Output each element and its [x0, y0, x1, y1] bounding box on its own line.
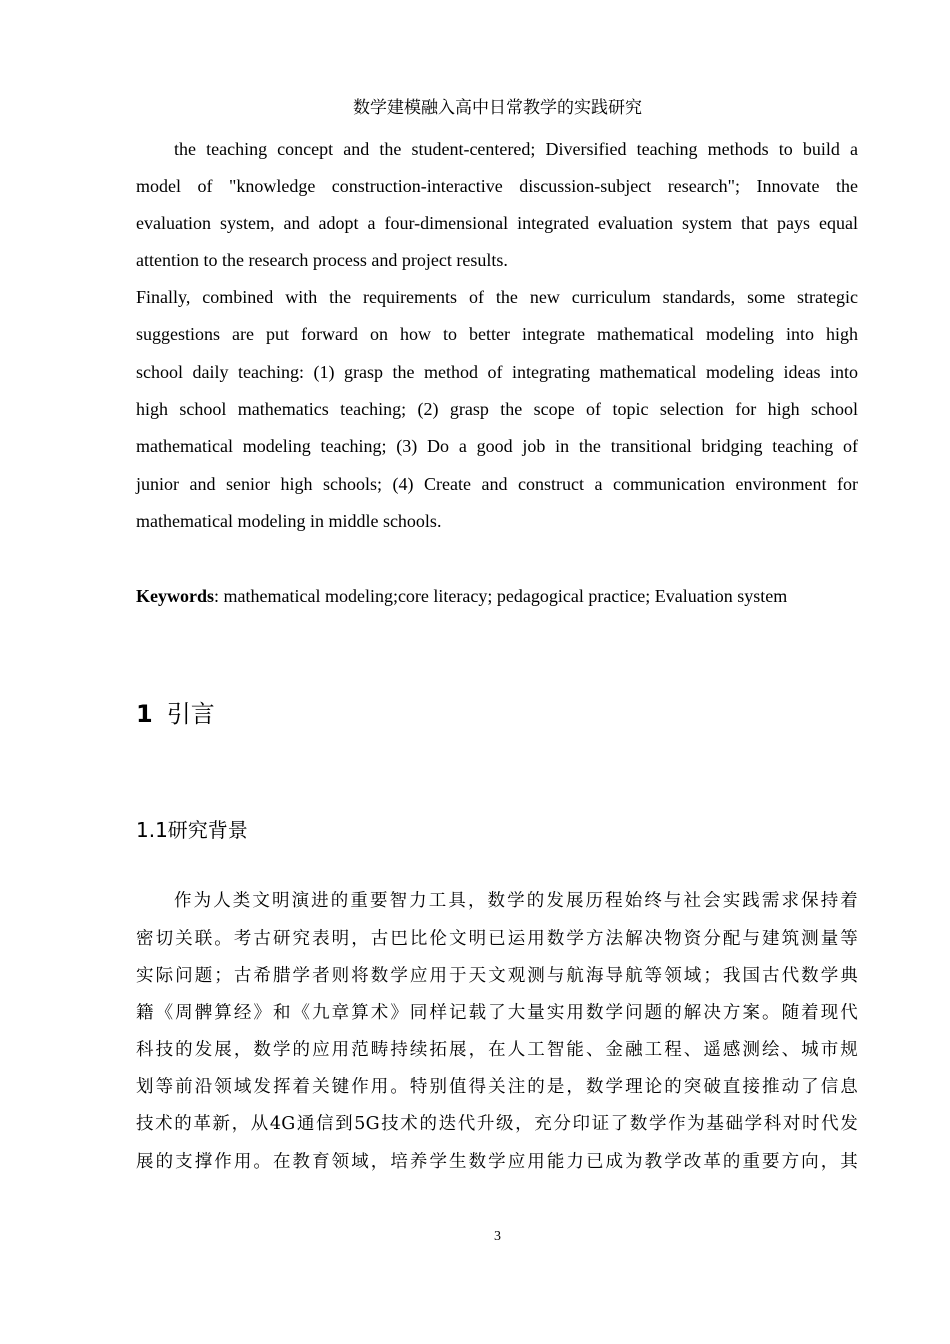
body-line: 技术的革新，从4G通信到5G技术的迭代升级，充分印证了数学作为基础学科对时代发 — [136, 1114, 858, 1134]
abstract-line: school daily teaching: (1) grasp the method of integrating mathematical modeling ideas into — [136, 362, 858, 382]
keywords-text: : mathematical modeling;core literacy; pedagogical practice; Evaluation system — [214, 586, 788, 606]
abstract-line: junior and senior high schools; (4) Create and construct a communication environment for — [136, 474, 858, 494]
abstract-line: mathematical modeling in middle schools. — [136, 511, 442, 531]
page-number: 3 — [494, 1229, 501, 1244]
body-line: 科技的发展，数学的应用范畴持续拓展，在人工智能、金融工程、遥感测绘、城市规 — [136, 1040, 858, 1060]
subsection-heading: 1.1研究背景 — [136, 818, 248, 842]
abstract-line: the teaching concept and the student-centered; Diversified teaching methods to build a — [174, 139, 858, 159]
running-header: 数学建模融入高中日常教学的实践研究 — [353, 98, 642, 118]
body-line: 作为人类文明演进的重要智力工具，数学的发展历程始终与社会实践需求保持着 — [174, 891, 858, 911]
section-heading — [136, 694, 215, 729]
body-line: 籍《周髀算经》和《九章算术》同样记载了大量实用数学问题的解决方案。随着现代 — [136, 1003, 858, 1023]
body-line: 展的支撑作用。在教育领域，培养学生数学应用能力已成为教学改革的重要方向，其 — [136, 1152, 858, 1172]
abstract-line: high school mathematics teaching; (2) grasp the scope of topic selection for high school — [136, 399, 858, 419]
section-number: 1 — [136, 700, 153, 728]
keywords-label: Keywords — [136, 586, 214, 606]
abstract-line: Finally, combined with the requirements of the new curriculum standards, some strategic — [136, 287, 858, 307]
abstract-line: model of "knowledge construction-interactive discussion-subject research"; Innovate the — [136, 176, 858, 196]
abstract-line: evaluation system, and adopt a four-dimensional integrated evaluation system that pays equal — [136, 213, 858, 233]
keywords — [136, 585, 858, 607]
body-line: 实际问题；古希腊学者则将数学应用于天文观测与航海导航等领域；我国古代数学典 — [136, 966, 858, 986]
body-line: 划等前沿领域发挥着关键作用。特别值得关注的是，数学理论的突破直接推动了信息 — [136, 1077, 858, 1097]
abstract-line: attention to the research process and project results. — [136, 250, 508, 270]
abstract-line: mathematical modeling teaching; (3) Do a good job in the transitional bridging teaching of — [136, 436, 858, 456]
abstract-line: suggestions are put forward on how to better integrate mathematical modeling into high — [136, 324, 858, 344]
section-title: 引言 — [166, 700, 215, 728]
body-line: 密切关联。考古研究表明，古巴比伦文明已运用数学方法解决物资分配与建筑测量等 — [136, 929, 858, 949]
